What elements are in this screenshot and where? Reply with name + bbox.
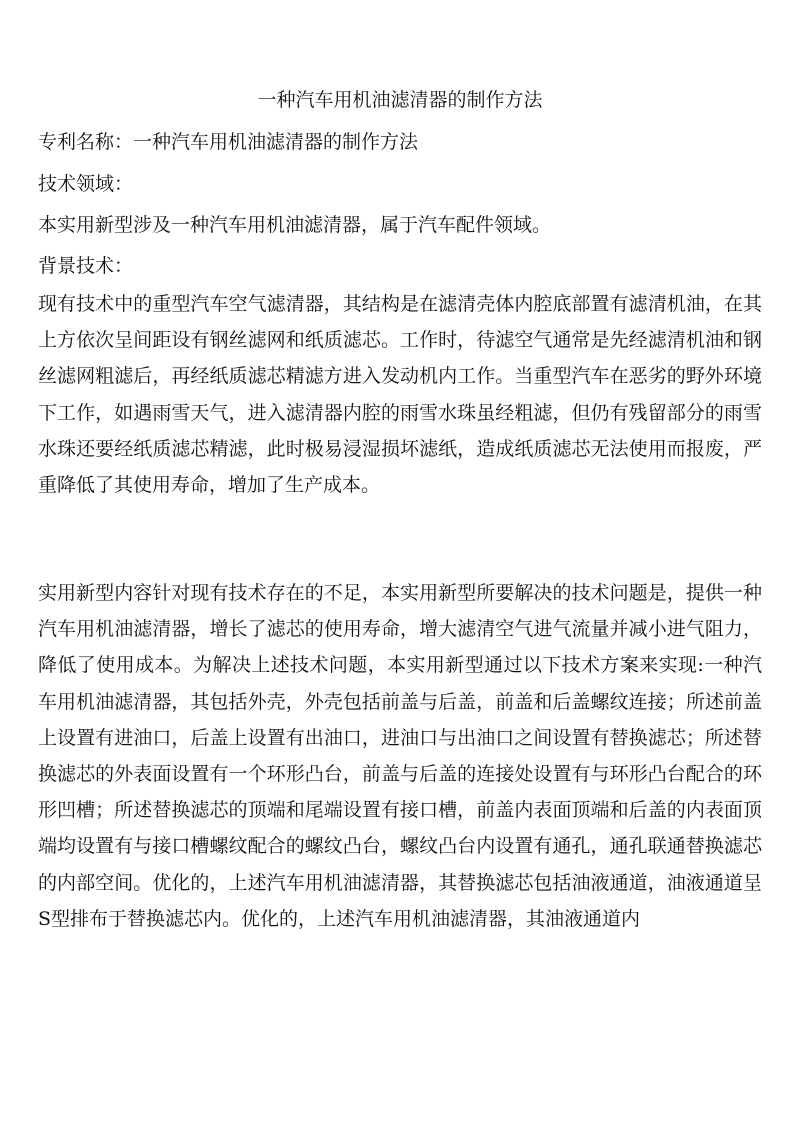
document-title: 一种汽车用机油滤清器的制作方法 <box>257 89 543 111</box>
tech-field-heading: 技术领域： <box>38 173 134 195</box>
content-paragraph: 实用新型内容针对现有技术存在的不足，本实用新型所要解决的技术问题是，提供一种汽车用机油滤清器，增长了滤芯的使用寿命，增大滤清空气进气流量并减小进气阻力，降低了使用成本。为解决上述技术问题，本实用新型通过以下技术方案来实现:一种汽车用机油滤清器，其包括外壳，外壳包括前盖与后盖，前盖和后盖螺纹连接；所述前盖上设置有进油口，后盖上设置有出油口，进油口与出油口之间设置有替换滤芯；所述替换滤芯的外表面设置有一个环形凸台，前盖与后盖的连接处设置有与环形凸台配合的环形凹槽；所述替换滤芯的顶端和尾端设置有接口槽，前盖内表面顶端和后盖的内表面顶端均设置有与接口槽螺纹配合的螺纹凸台，螺纹凸台内设置有通孔，通孔联通替换滤芯的内部空间。优化的，上述汽车用机油滤清器，其替换滤芯包括油液通道，油液通道呈S型排布于替换滤芯内。优化的，上述汽车用机油滤清器，其油液通道内 <box>38 582 762 930</box>
background-heading: 背景技术： <box>38 255 134 277</box>
patent-name-line: 专利名称：一种汽车用机油滤清器的制作方法 <box>38 131 419 153</box>
tech-field-text: 本实用新型涉及一种汽车用机油滤清器，属于汽车配件领域。 <box>38 214 552 236</box>
background-paragraph: 现有技术中的重型汽车空气滤清器，其结构是在滤清壳体内腔底部置有滤清机油，在其上方依次呈间距设有钢丝滤网和纸质滤芯。工作时，待滤空气通常是先经滤清机油和钢丝滤网粗滤后，再经纸质滤芯精滤方进入发动机内工作。当重型汽车在恶劣的野外环境下工作，如遇雨雪天气，进入滤清器内腔的雨雪水珠虽经粗滤，但仍有残留部分的雨雪水珠还要经纸质滤芯精滤，此时极易浸湿损坏滤纸，造成纸质滤芯无法使用而报废，严重降低了其使用寿命，增加了生产成本。 <box>38 293 762 497</box>
